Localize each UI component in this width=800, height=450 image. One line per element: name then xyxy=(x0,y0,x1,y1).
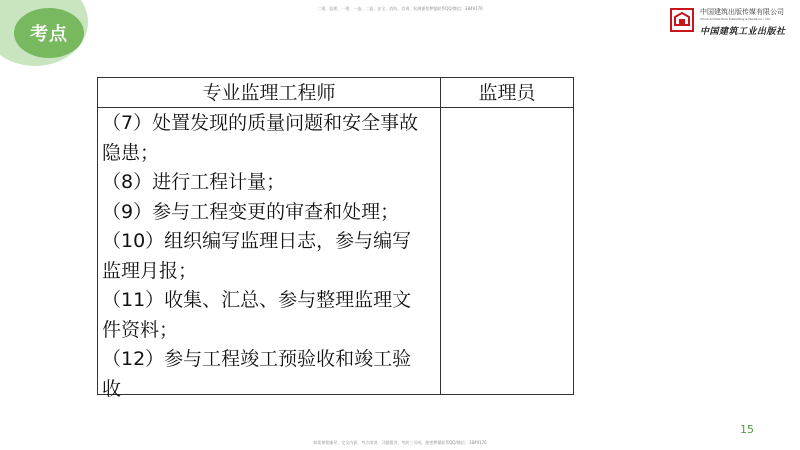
duty-line: 监理月报； xyxy=(102,259,198,282)
publisher-logo xyxy=(670,6,800,42)
publisher-english-name: China Architecture Publishing & Media Co., Ltd. xyxy=(700,17,771,21)
column-divider xyxy=(440,78,441,394)
header-divider xyxy=(98,107,573,108)
header-supervisor: 监理员 xyxy=(478,82,536,104)
duty-line: （7）处置发现的质量问题和安全事故 xyxy=(102,112,419,134)
watermark-bottom: 如需课程辅导，完全内训、考点串讲、习题精讲、考前三页纸、绝密押题联系QQ/微信：3849176 xyxy=(313,440,487,445)
page-number: 15 xyxy=(740,423,754,436)
publisher-mark-icon xyxy=(670,8,694,32)
duty-line: （11）收集、汇总、参与整理监理文 xyxy=(102,289,412,311)
duty-line: （10）组织编写监理日志，参与编写 xyxy=(102,230,412,252)
duty-line: （8）进行工程计量； xyxy=(102,171,286,193)
publisher-calligraphy: 中国建筑工业出版社 xyxy=(700,27,786,37)
duty-line: 收 xyxy=(102,377,122,400)
section-badge-label: 考点 xyxy=(30,24,68,45)
publisher-name: 中国建筑出版传媒有限公司 xyxy=(700,8,784,16)
watermark-top: 二建、监理、一建、一造、二造、安全、消防、咨询、检测课程押题联系QQ/微信：3849176 xyxy=(317,6,483,11)
duty-line: （9）参与工程变更的审查和处理； xyxy=(102,200,400,223)
specialist-duties-cell xyxy=(102,109,438,404)
section-badge xyxy=(14,8,84,58)
duty-line: 隐患； xyxy=(102,141,160,164)
header-specialist-engineer: 专业监理工程师 xyxy=(202,82,336,104)
duty-line: （12）参与工程竣工预验收和竣工验 xyxy=(102,348,412,370)
duty-line: 件资料； xyxy=(102,318,179,341)
duty-table xyxy=(97,77,574,400)
